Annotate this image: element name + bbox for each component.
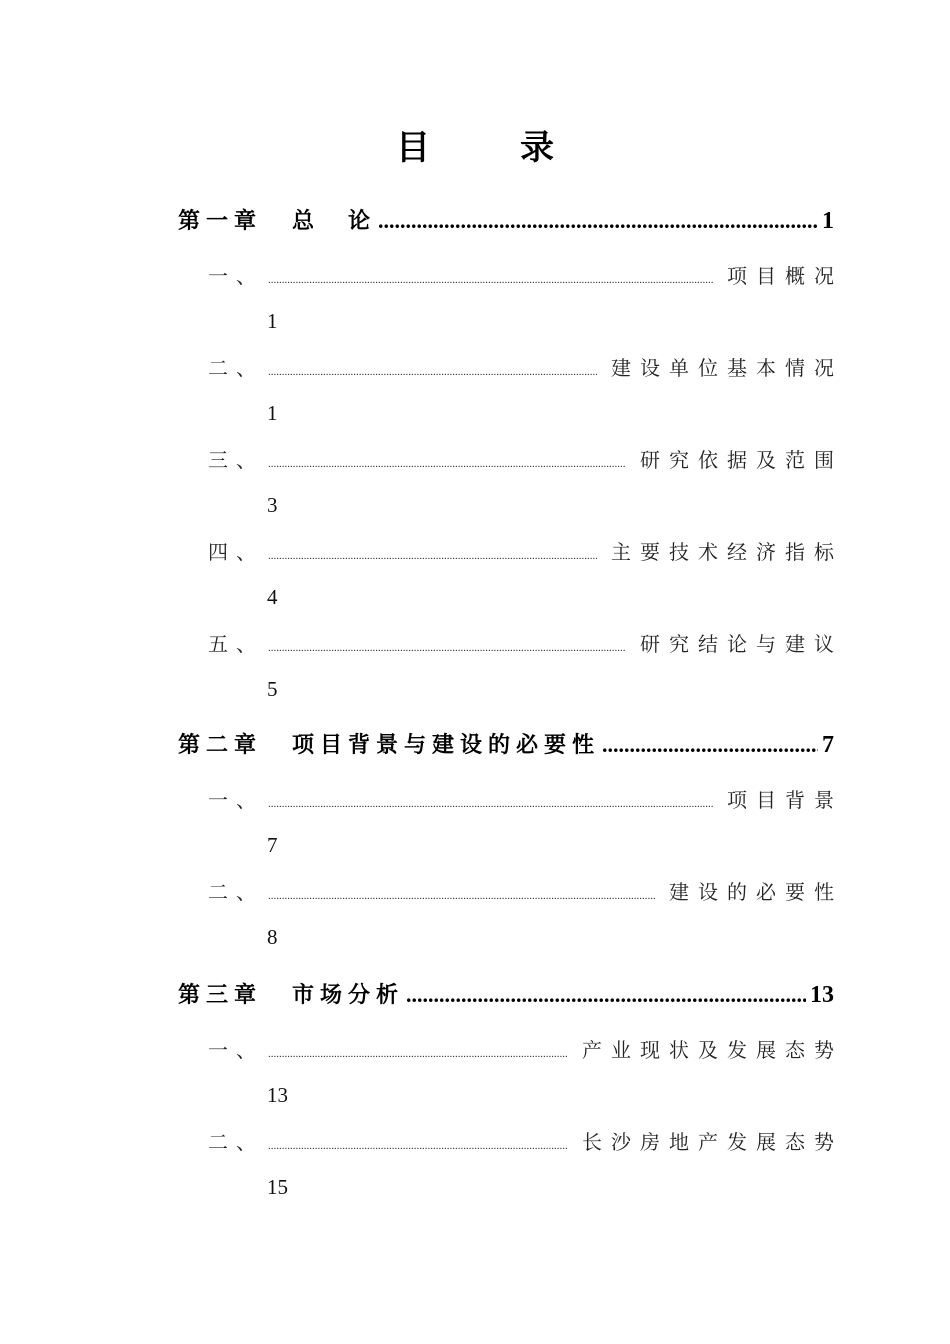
section-page-number: 15 [267, 1175, 288, 1199]
dot-leader [268, 536, 597, 576]
section-number: 四、 [208, 540, 264, 564]
chapter-title: 总 论 [292, 209, 377, 234]
section-page-number: 13 [267, 1083, 288, 1107]
section-page-number: 1 [267, 309, 278, 333]
dot-leader [406, 972, 806, 1018]
chapter-label: 第二章 [178, 733, 263, 758]
section-page-number: 4 [267, 585, 278, 609]
dot-leader [268, 260, 713, 300]
section-page-number: 5 [267, 677, 278, 701]
dot-leader [268, 352, 597, 392]
section-title: 主要技术经济指标 [611, 540, 843, 564]
section-title: 项目概况 [727, 264, 843, 288]
toc-chapter-3[interactable] [178, 972, 834, 1018]
section-number: 五、 [208, 632, 264, 656]
section-number: 二、 [208, 356, 264, 380]
chapter-page-number: 1 [822, 208, 834, 234]
toc-section-1-2[interactable] [208, 348, 843, 388]
section-title: 项目背景 [727, 788, 843, 812]
dot-leader [268, 628, 626, 668]
toc-section-1-3[interactable] [208, 440, 843, 480]
section-title: 产业现状及发展态势 [582, 1038, 843, 1062]
toc-section-1-4[interactable] [208, 532, 843, 572]
section-title: 研究结论与建议 [640, 632, 843, 656]
section-number: 二、 [208, 880, 264, 904]
toc-section-1-1[interactable] [208, 256, 843, 296]
chapter-page-number: 13 [810, 982, 834, 1008]
dot-leader [268, 1034, 568, 1074]
section-title: 建设的必要性 [669, 880, 843, 904]
toc-section-2-2[interactable] [208, 872, 843, 912]
section-page-number: 8 [267, 925, 278, 949]
page-title-left: 目 [396, 128, 430, 168]
dot-leader [268, 1126, 568, 1166]
chapter-page-number: 7 [822, 732, 834, 758]
section-title: 建设单位基本情况 [611, 356, 843, 380]
dot-leader [268, 784, 713, 824]
section-page-number: 1 [267, 401, 278, 425]
dot-leader [378, 198, 818, 244]
toc-chapter-1[interactable] [178, 198, 834, 244]
page-title-right: 录 [520, 128, 554, 168]
dot-leader [602, 722, 818, 768]
section-title: 研究依据及范围 [640, 448, 843, 472]
page-title [0, 118, 950, 178]
chapter-label: 第一章 [178, 209, 263, 234]
toc-section-1-5[interactable] [208, 624, 843, 664]
section-number: 三、 [208, 448, 264, 472]
section-page-number: 7 [267, 833, 278, 857]
section-number: 一、 [208, 264, 264, 288]
toc-section-3-1[interactable] [208, 1030, 843, 1070]
dot-leader [268, 444, 626, 484]
toc-section-2-1[interactable] [208, 780, 843, 820]
chapter-title: 项目背景与建设的必要性 [292, 733, 601, 758]
section-page-number: 3 [267, 493, 278, 517]
toc-chapter-2[interactable] [178, 722, 834, 768]
chapter-label: 第三章 [178, 983, 263, 1008]
toc-section-3-2[interactable] [208, 1122, 843, 1162]
section-title: 长沙房地产发展态势 [582, 1130, 843, 1154]
section-number: 二、 [208, 1130, 264, 1154]
section-number: 一、 [208, 788, 264, 812]
section-number: 一、 [208, 1038, 264, 1062]
dot-leader [268, 876, 655, 916]
chapter-title: 市场分析 [292, 983, 405, 1008]
